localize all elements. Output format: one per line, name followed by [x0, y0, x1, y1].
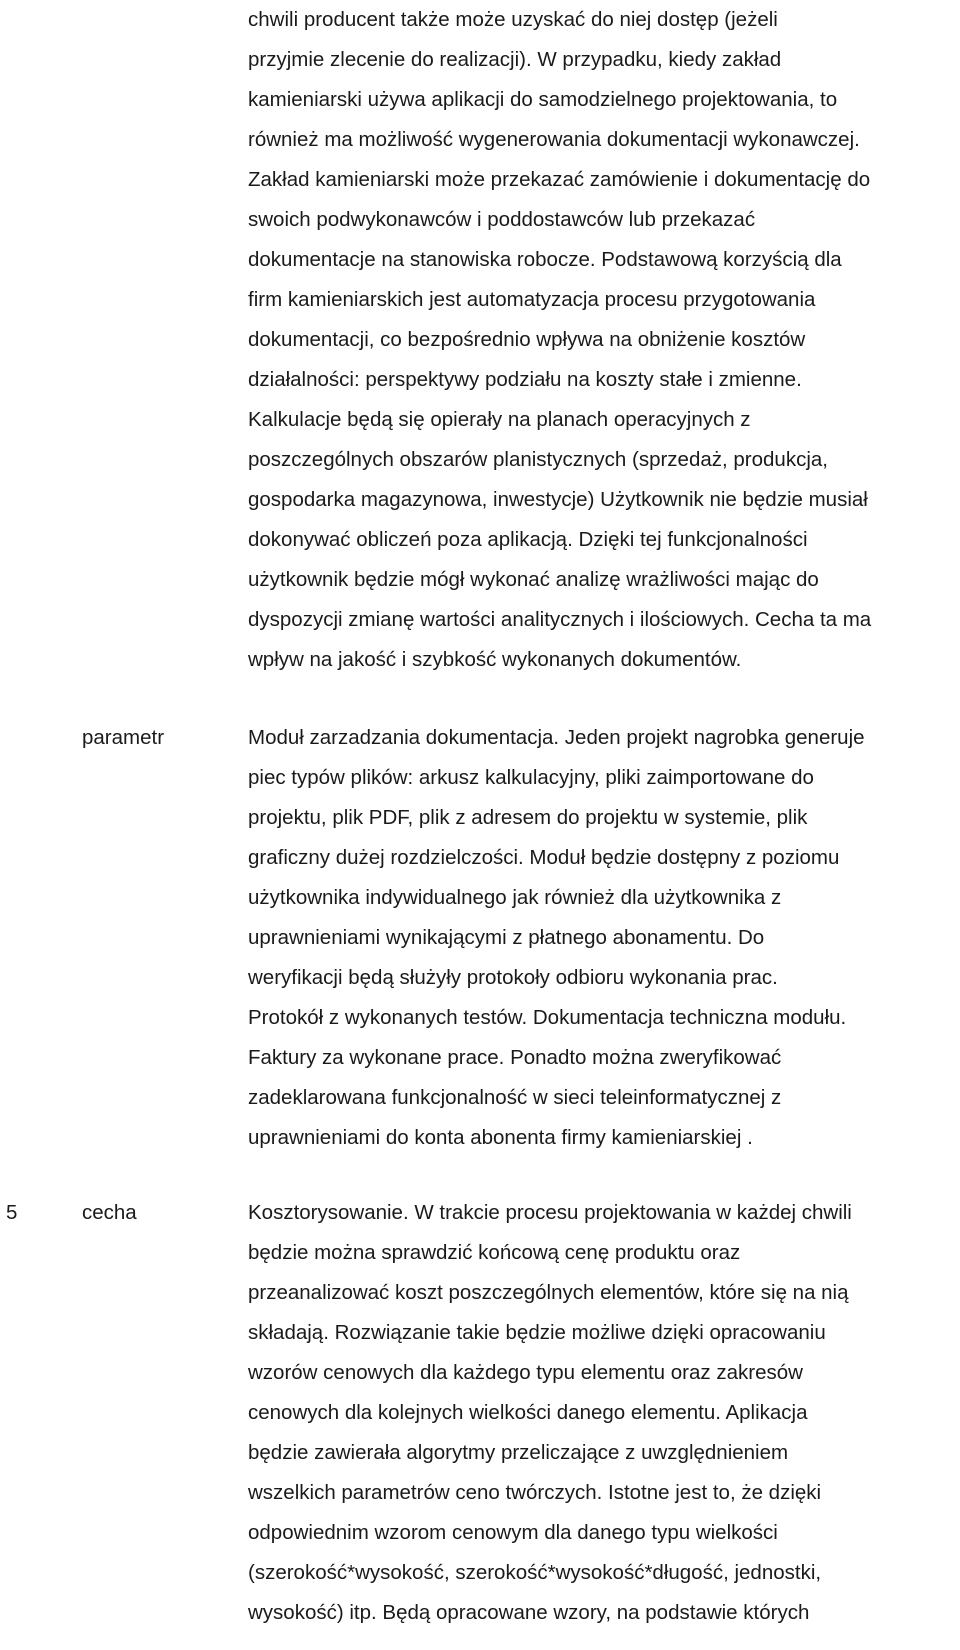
text-line: przeanalizować koszt poszczególnych elementów, które się na nią	[248, 1281, 849, 1304]
text-line: Zakład kamieniarski może przekazać zamówienie i dokumentację do	[248, 168, 871, 191]
text-line: dokumentacje na stanowiska robocze. Podstawową korzyścią dla	[248, 248, 842, 271]
text-line: kamieniarski używa aplikacji do samodzielnego projektowania, to	[248, 88, 838, 111]
text-line: wszelkich parametrów ceno twórczych. Istotne jest to, że dzięki	[248, 1481, 822, 1504]
text-line: weryfikacji będą służyły protokoły odbioru wykonania prac.	[248, 966, 778, 989]
text-line: składają. Rozwiązanie takie będzie możliwe dzięki opracowaniu	[248, 1321, 826, 1344]
text-line: również ma możliwość wygenerowania dokumentacji wykonawczej.	[248, 128, 860, 151]
row-number: 5	[6, 1201, 18, 1224]
row-text	[248, 0, 960, 680]
text-line: cenowych dla kolejnych wielkości danego elementu. Aplikacja	[248, 1401, 808, 1424]
text-line: dokumentacji, co bezpośrednio wpływa na obniżenie kosztów	[248, 328, 806, 351]
row-label: cecha	[82, 1201, 137, 1224]
text-line: projektu, plik PDF, plik z adresem do projektu w systemie, plik	[248, 806, 808, 829]
text-line: dyspozycji zmianę wartości analitycznych i ilościowych. Cecha ta ma	[248, 608, 872, 631]
row-label: parametr	[82, 726, 165, 749]
text-line: dokonywać obliczeń poza aplikacją. Dzięki tej funkcjonalności	[248, 528, 808, 551]
text-line: wzorów cenowych dla każdego typu elementu oraz zakresów	[248, 1361, 803, 1384]
text-line: Faktury za wykonane prace. Ponadto można zweryfikować	[248, 1046, 782, 1069]
text-line: swoich podwykonawców i poddostawców lub przekazać	[248, 208, 756, 231]
text-line: firm kamieniarskich jest automatyzacja procesu przygotowania	[248, 288, 816, 311]
row-text	[248, 1193, 960, 1633]
text-line: uprawnieniami wynikającymi z płatnego abonamentu. Do	[248, 926, 765, 949]
text-line: chwili producent także może uzyskać do niej dostęp (jeżeli	[248, 8, 778, 31]
text-line: odpowiednim wzorom cenowym dla danego typu wielkości	[248, 1521, 778, 1544]
text-line: użytkownik będzie mógł wykonać analizę wrażliwości mając do	[248, 568, 819, 591]
text-line: zadeklarowana funkcjonalność w sieci teleinformatycznej z	[248, 1086, 782, 1109]
text-line: (szerokość*wysokość, szerokość*wysokość*długość, jednostki,	[248, 1561, 822, 1584]
row-text	[248, 718, 960, 1158]
text-line: uprawnieniami do konta abonenta firmy kamieniarskiej .	[248, 1126, 753, 1149]
text-line: poszczególnych obszarów planistycznych (sprzedaż, produkcja,	[248, 448, 828, 471]
text-line: Kosztorysowanie. W trakcie procesu projektowania w każdej chwili	[248, 1201, 852, 1224]
text-line: będzie można sprawdzić końcową cenę produktu oraz	[248, 1241, 741, 1264]
text-line: Protokół z wykonanych testów. Dokumentacja techniczna modułu.	[248, 1006, 847, 1029]
text-line: Moduł zarzadzania dokumentacja. Jeden projekt nagrobka generuje	[248, 726, 865, 749]
text-line: będzie zawierała algorytmy przeliczające z uwzględnieniem	[248, 1441, 789, 1464]
text-line: użytkownika indywidualnego jak również dla użytkownika z	[248, 886, 782, 909]
text-line: wpływ na jakość i szybkość wykonanych dokumentów.	[248, 648, 742, 671]
text-line: działalności: perspektywy podziału na koszty stałe i zmienne.	[248, 368, 802, 391]
text-line: przyjmie zlecenie do realizacji). W przypadku, kiedy zakład	[248, 48, 782, 71]
text-line: Kalkulacje będą się opierały na planach operacyjnych z	[248, 408, 751, 431]
text-line: piec typów plików: arkusz kalkulacyjny, pliki zaimportowane do	[248, 766, 814, 789]
text-line: graficzny dużej rozdzielczości. Moduł będzie dostępny z poziomu	[248, 846, 840, 869]
text-line: gospodarka magazynowa, inwestycje) Użytkownik nie będzie musiał	[248, 488, 868, 511]
text-line: wysokość) itp. Będą opracowane wzory, na podstawie których	[248, 1601, 810, 1624]
